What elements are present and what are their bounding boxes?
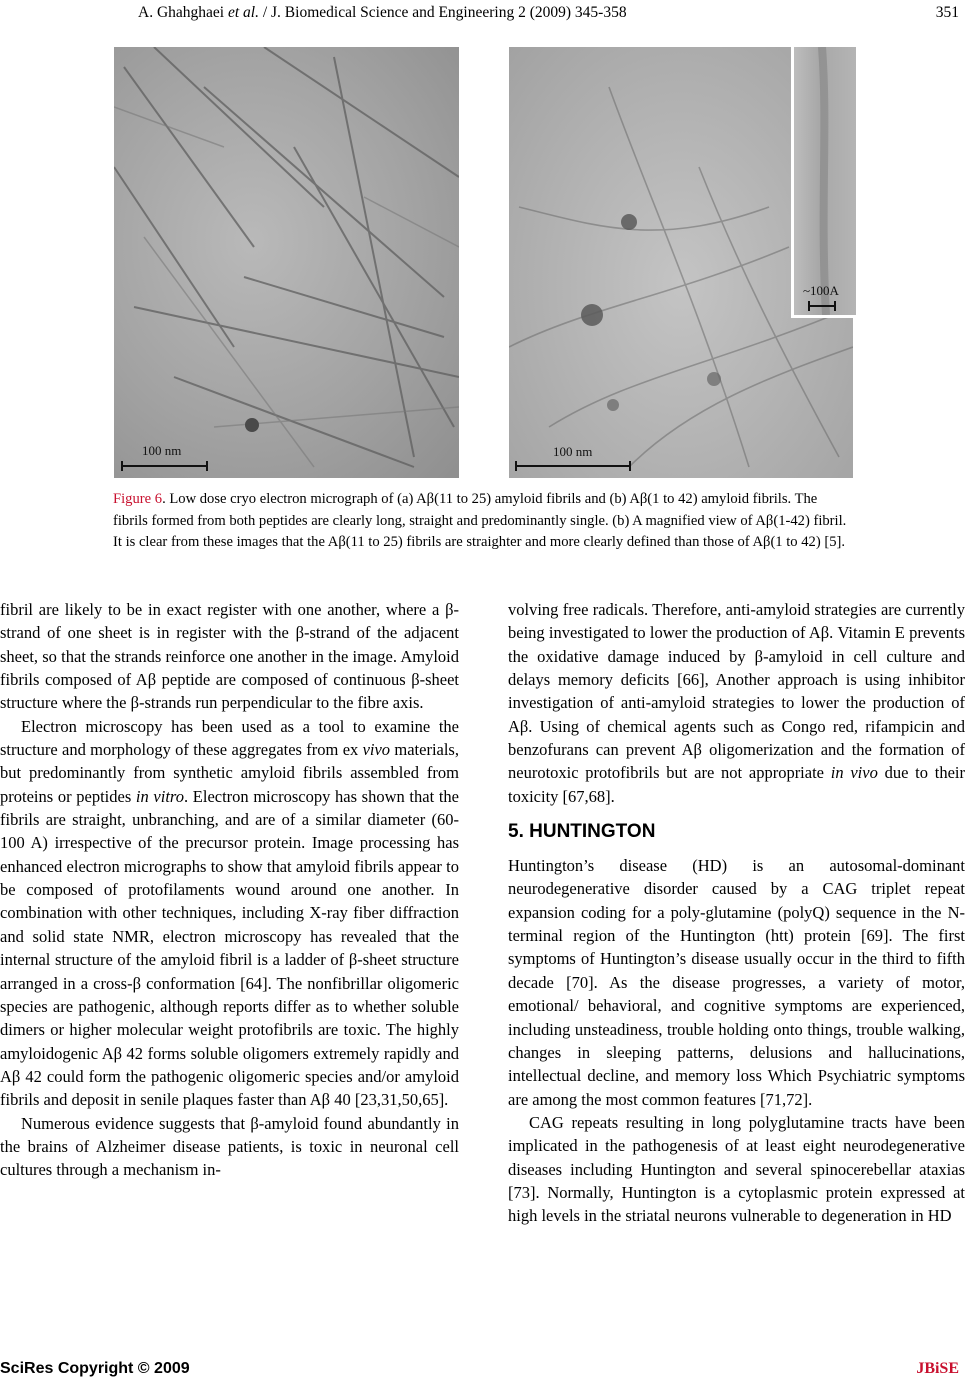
- left-paragraph-2: [0, 715, 459, 1112]
- figure-label: Figure 6: [113, 491, 163, 507]
- right-paragraph-1: [508, 598, 965, 808]
- header-journal-citation: / J. Biomedical Science and Engineering 2 (2009) 345-358: [262, 4, 627, 21]
- right-p1-text-a: volving free radicals. Therefore, anti-amyloid strategies are currently being investigated to lower the production of Aβ. Vitamin E prevents the oxidative damage induced by β-amyloid in cell culture and delays memory deficits [66], Another approach is using inhibitor investigation of anti-amyloid strategies to lower the production of Aβ. Using of chemical agents such as Congo red, rifampicin and benzofurans can prevent Aβ oligomerization and the formation of neurotoxic protofibrils but are not appropriate: [508, 600, 965, 783]
- scale-bar-inset: [808, 305, 836, 307]
- scale-bar-a: [121, 465, 208, 467]
- left-p2-italic-vivo: vivo: [362, 740, 391, 760]
- header-authors: A. Ghahghaei: [138, 4, 225, 21]
- left-paragraph-3: Numerous evidence suggests that β-amyloid found abundantly in the brains of Alzheimer disease patients, is toxic in neuronal cell cultures through a mechanism in-: [0, 1113, 459, 1180]
- section-heading: 5. HUNTINGTON: [508, 821, 656, 843]
- figure-caption: [113, 489, 853, 554]
- figure-caption-text: . Low dose cryo electron micrograph of (a) Aβ(11 to 25) amyloid fibrils and (b) Aβ(1 to 42) amyloid fibrils. The fibrils formed from both peptides are clearly long, straight and predominantly single. (b) A magnified view of Aβ(1-42) fibril. It is clear from these images that the Aβ(11 to 25) fibrils are straighter and more clearly defined than those of Aβ(1 to 42) [5].: [113, 491, 847, 551]
- scale-label-inset: ~100A: [803, 283, 839, 298]
- inset-fibril-texture: [794, 47, 856, 315]
- left-p2-italic-invitro: in vitro: [135, 786, 184, 806]
- right-p1-text-b: due to their toxicity [67,68].: [508, 763, 965, 806]
- right-paragraph-3: CAG repeats resulting in long polyglutamine tracts have been implicated in the pathogenesis of at least eight neurodegenerative diseases including Huntington and several spinocerebellar ataxias [73]. Normally, Huntington is a cytoplasmic protein expressed at high levels in the striatal neurons vulnerable to degeneration in HD: [508, 1112, 965, 1226]
- fibril-texture-a: [114, 47, 459, 478]
- scale-bar-b: [515, 465, 631, 467]
- page-footer: [0, 1360, 967, 1382]
- left-paragraph-1: fibril are likely to be in exact register with one another, where a β-strand of one sheet is in register with the β-strand of the adjacent sheet, so that the strands reinforce one another in the image. Amyloid fibrils composed of Aβ peptide are composed of continuous β-sheet structure where the β-strands run perpendicular to the fibre axis.: [0, 600, 459, 713]
- footer-copyright: SciRes Copyright © 2009: [0, 1360, 190, 1377]
- left-p2-text-a: Electron microscopy has been used as a tool to examine the structure and morphology of these aggregates from ex: [0, 716, 459, 760]
- running-citation: [138, 4, 627, 22]
- header-etal: et al.: [227, 4, 259, 21]
- right-p1-italic-invivo: in vivo: [830, 763, 878, 783]
- left-column: [0, 598, 459, 1182]
- running-header: [0, 4, 967, 30]
- footer-journal: JBiSE: [916, 1360, 959, 1377]
- magnified-inset: [791, 47, 856, 318]
- scale-label-a: 100 nm: [142, 443, 182, 458]
- micrograph-panel-a: [114, 47, 459, 478]
- left-p2-text-b: materials, but predominantly from synthetic amyloid fibrils assembled from proteins or peptides: [0, 740, 459, 806]
- scale-label-b: 100 nm: [553, 444, 593, 459]
- page-number: 351: [935, 4, 959, 21]
- left-p2-text-c: . Electron microscopy has shown that the fibrils are straight, unbranching, and are of a similar diameter (60-100 A) irrespective of the precursor protein. Image processing has enhanced electron micrographs to show that amyloid fibrils appear to be composed of protofilaments wound around one another. In combination with other techniques, including X-ray fiber diffraction and solid state NMR, electron microscopy has revealed that the internal structure of the amyloid fibril is a ladder of β-sheet structure arranged in a cross-β conformation [64]. The nonfibrillar oligomeric species are pathogenic, although reports differ as to whether soluble dimers or higher molecular weight protofibrils are toxic. The highly amyloidogenic Aβ 42 forms soluble oligomers extremely rapidly and Aβ 42 could form the pathogenic oligomeric species and/or amyloid fibrils and deposit in senile plaques faster than Aβ 40 [23,31,50,65].: [0, 786, 460, 1110]
- right-paragraph-2: Huntington’s disease (HD) is an autosomal-dominant neurodegenerative disorder caused by a CAG triplet repeat expansion coding for a poly-glutamine (polyQ) sequence in the N-terminal region of the Huntington (htt) protein [69]. The first symptoms of Huntington’s disease usually occur in the third to fifth decade [70]. As the disease progresses, a variety of motor, emotional/ behavioral, and cognitive symptoms are experienced, including unsteadiness, trouble holding onto things, trouble walking, changes in sleeping patterns, delusions and hallucinations, intellectual decline, and memory loss Which Psychiatric symptoms are among the most common features [71,72].: [508, 856, 965, 1109]
- right-column: [508, 598, 965, 1228]
